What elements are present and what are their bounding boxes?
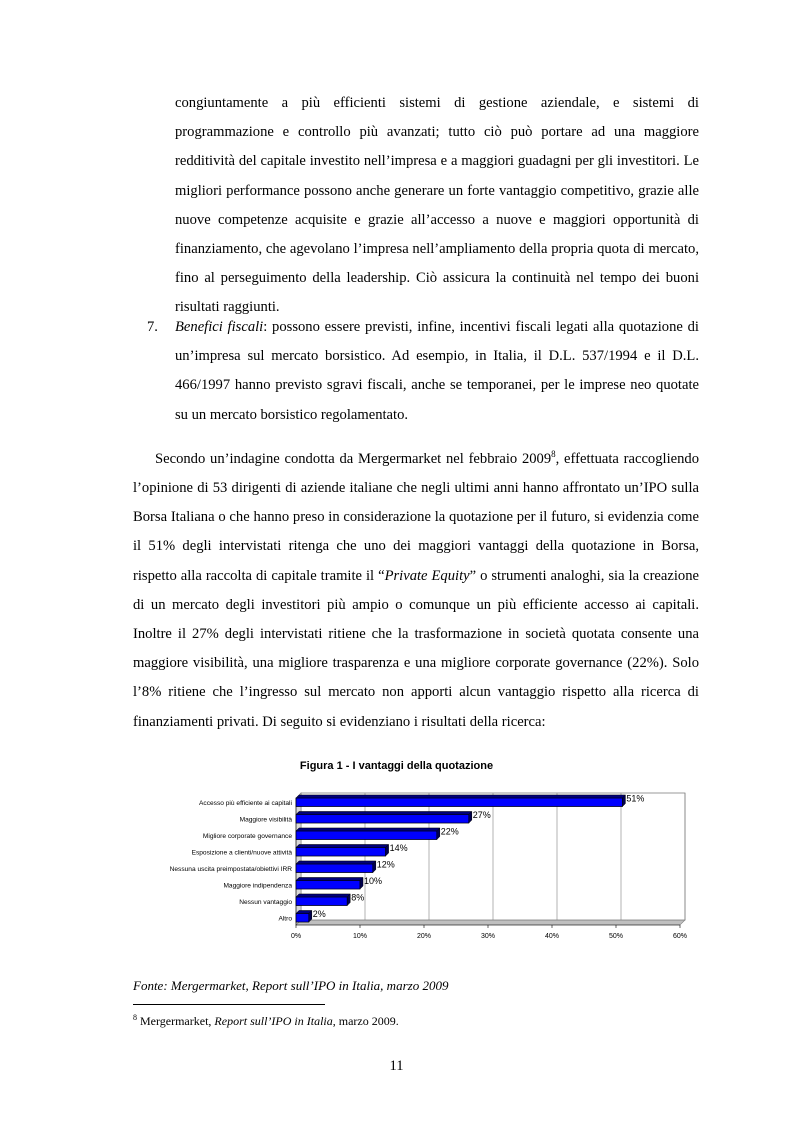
bar: [296, 831, 437, 840]
value-label: 8%: [351, 892, 365, 903]
list-item-7: [147, 313, 699, 430]
footnote: [133, 1013, 399, 1029]
value-label: 27%: [472, 809, 491, 820]
bar-top: [296, 877, 363, 880]
bar: [296, 897, 347, 906]
list-item-text: : possono essere previsti, infine, incentivi fiscali legati alla quotazione di un’impresa sul mercato borsistico. Ad esempio, in Italia, il D.L. 537/1994 e il D.L. 466/1997 hanno previsto sgravi fiscali, anche se temporanei, per le imprese neo quotate su un mercato borsistico regolamentato.: [175, 319, 699, 423]
x-tick-label: 60%: [672, 933, 688, 940]
x-tick-label: 20%: [416, 933, 432, 940]
paragraph-text-3: ” o strumenti analoghi, sia la creazione di un mercato degli investitori più ampio o comunque un più efficiente accesso ai capitali. Inoltre il 27% degli intervistati ritiene che la trasformazione in società quotata consente una maggiore visibilità, una migliore trasparenza e una migliore corporate governance (22%). Solo l’8% ritiene che l’ingresso sul mercato non apporti alcun vantaggio rispetto alla ricerca di finanziamenti privati. Di seguito si evidenziano i risultati della ricerca:: [133, 567, 699, 730]
category-label: Maggiore indipendenza: [223, 882, 292, 890]
footnote-number: 8: [133, 1013, 137, 1022]
value-label: 22%: [440, 826, 459, 837]
paragraph-text-2: , effettuata raccogliendo l’opinione di 53 dirigenti di aziende italiane che negli ultimi anni hanno affrontato un’IPO sulla Borsa Italiana o che hanno preso in considerazione la quotazione per il futuro, si evidenzia come il 51% degli intervistati ritenga che uno dei maggiori vantaggi della quotazione in Borsa, rispetto alla raccolta di capitale tramite il “: [133, 450, 699, 584]
bar: [296, 880, 360, 889]
x-tick-label: 40%: [544, 933, 560, 940]
chart-floor: [296, 920, 685, 925]
value-label: 10%: [364, 875, 383, 886]
paragraph-italic: Private Equity: [384, 567, 470, 584]
bar: [296, 864, 373, 873]
x-tick-label: 0%: [290, 933, 302, 940]
bar: [296, 847, 386, 856]
value-label: 2%: [312, 908, 326, 919]
category-label: Accesso più efficiente ai capitali: [199, 799, 292, 807]
page-number: 11: [389, 1058, 404, 1074]
category-label: Migliore corporate governance: [202, 832, 292, 840]
value-label: 12%: [376, 859, 395, 870]
footnote-title: Report sull’IPO in Italia: [214, 1014, 333, 1028]
bar-top: [296, 811, 472, 814]
footnote-reference[interactable]: 8: [551, 449, 556, 459]
footnote-author: Mergermarket,: [140, 1014, 215, 1028]
paragraph-text-1: Secondo un’indagine condotta da Mergermarket nel febbraio 2009: [155, 450, 552, 467]
bar-top: [296, 861, 376, 864]
category-label: Nessun vantaggio: [239, 898, 292, 906]
list-item-body: [175, 313, 699, 430]
footnote-rule: [133, 1004, 325, 1005]
x-tick-label: 30%: [480, 933, 496, 940]
figure-title: Figura 1 - I vantaggi della quotazione: [299, 760, 494, 772]
bar: [296, 814, 469, 823]
bar-top: [296, 844, 389, 847]
continuation-text: congiuntamente a più efficienti sistemi di gestione aziendale, e sistemi di programmazione e controllo più avanzati; tutto ciò può portare ad una maggiore redditività del capitale investito nell’impresa e a maggiori guadagni per gli investitori. Le migliori performance possono anche generare un forte vantaggio competitivo, grazie alle nuove competenze acquisite e grazie all’accesso a nuove e maggiori opportunità di finanziamento, che agevolano l’impresa nell’ampliamento della propria quota di mercato, fino al perseguimento della leadership. Ciò assicura la continuità nel tempo dei buoni risultati raggiunti.: [175, 95, 699, 316]
list-item-number: 7.: [147, 319, 158, 335]
x-tick-label: 50%: [608, 933, 624, 940]
category-label: Maggiore visibilità: [239, 816, 292, 824]
bar-top: [296, 795, 625, 798]
list-item-title: Benefici fiscali: [175, 319, 264, 335]
figure-source: Fonte: Mergermarket, Report sull’IPO in Italia, marzo 2009: [133, 978, 449, 993]
bar-top: [296, 894, 350, 897]
bar: [296, 798, 622, 807]
bar-top: [296, 828, 440, 831]
category-label: Altro: [278, 915, 292, 923]
category-label: Nessuna uscita preimpostata/obiettivi IRR: [169, 865, 292, 873]
bar-chart: [130, 785, 700, 955]
category-label: Esposizione a clienti/nuove attività: [191, 849, 292, 857]
value-label: 14%: [389, 842, 408, 853]
footnote-date: , marzo 2009.: [332, 1014, 399, 1028]
list-item-continuation: [175, 89, 699, 323]
x-tick-label: 10%: [352, 933, 368, 940]
bar: [296, 913, 309, 922]
body-paragraph: [133, 440, 699, 737]
value-label: 51%: [626, 793, 645, 804]
